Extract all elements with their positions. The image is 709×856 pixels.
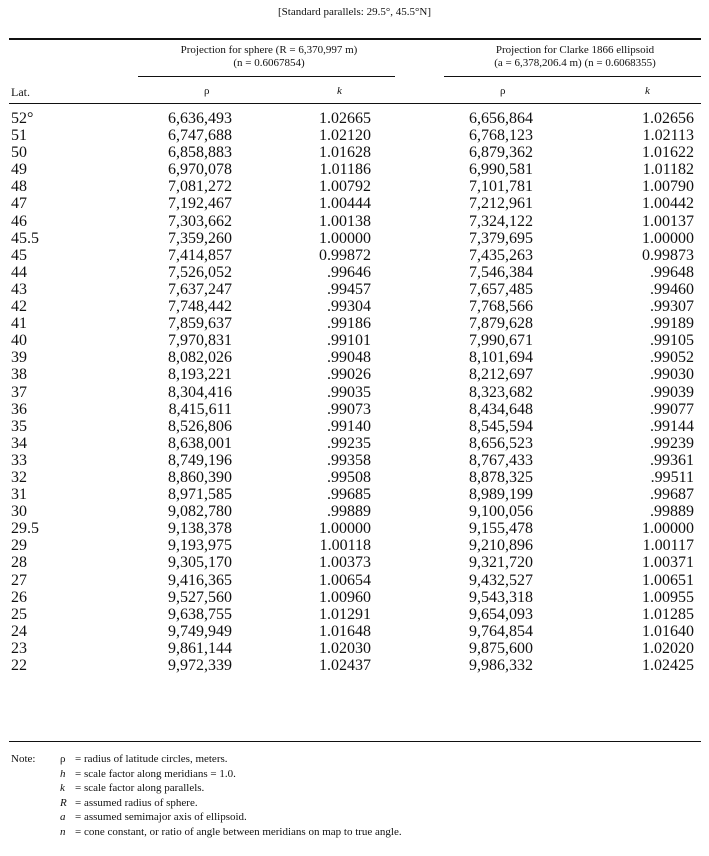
- ellipsoid-rho-cell: 7,768,566: [469, 298, 533, 316]
- ellipsoid-rho-cell: 6,990,581: [469, 161, 533, 179]
- ellipsoid-rho-cell: 8,212,697: [469, 366, 533, 384]
- ellipsoid-k-cell: 1.02425: [642, 657, 694, 674]
- sphere-k-cell: .99026: [327, 366, 371, 384]
- table-row: [0, 178, 709, 195]
- sphere-rho-cell: 7,081,272: [168, 178, 232, 196]
- table-row: [0, 640, 709, 657]
- note-text: = scale factor along meridians = 1.0.: [75, 767, 236, 780]
- sphere-rho-cell: 8,193,221: [168, 366, 232, 384]
- sphere-k-cell: 1.00960: [319, 588, 371, 606]
- note-text: = assumed radius of sphere.: [75, 796, 198, 809]
- sphere-rho-cell: 8,638,001: [168, 434, 232, 452]
- sphere-subtitle: (n = 0.6067854): [233, 57, 305, 69]
- ellipsoid-rho-cell: 7,657,485: [469, 280, 533, 298]
- table-row: [0, 247, 709, 264]
- sphere-k-cell: .99685: [327, 486, 371, 504]
- note-symbol: ρ: [60, 753, 66, 765]
- sphere-rho-cell: 7,526,052: [168, 263, 232, 281]
- sphere-rho-header: ρ: [204, 85, 210, 97]
- lat-cell: 26: [11, 588, 27, 606]
- ellipsoid-k-cell: 1.00000: [642, 229, 694, 247]
- ellipsoid-k-cell: .99039: [650, 383, 694, 401]
- sphere-rho-cell: 9,416,365: [168, 571, 232, 589]
- ellipsoid-k-cell: .99239: [650, 434, 694, 452]
- ellipsoid-rho-cell: 8,656,523: [469, 434, 533, 452]
- sphere-k-cell: .99235: [327, 434, 371, 452]
- ellipsoid-rho-cell: 6,768,123: [469, 127, 533, 145]
- lat-cell: 42: [11, 298, 27, 316]
- ellipsoid-k-cell: 1.01182: [642, 161, 694, 179]
- table-row: [0, 195, 709, 212]
- ellipsoid-rho-cell: 8,434,648: [469, 400, 533, 418]
- ellipsoid-k-cell: .99460: [650, 280, 694, 298]
- sphere-rho-cell: 9,082,780: [168, 503, 232, 521]
- lat-cell: 33: [11, 451, 27, 469]
- ellipsoid-rho-cell: 7,212,961: [469, 195, 533, 213]
- ellipsoid-k-cell: 1.00955: [642, 588, 694, 606]
- sphere-rho-cell: 9,972,339: [168, 657, 232, 674]
- lat-cell: 45: [11, 246, 27, 264]
- ellipsoid-k-cell: .99189: [650, 315, 694, 333]
- lat-cell: 47: [11, 195, 27, 213]
- table-row: [0, 554, 709, 571]
- lat-cell: 25: [11, 605, 27, 623]
- ellipsoid-group-rule: [444, 76, 701, 77]
- ellipsoid-k-cell: 1.00137: [642, 212, 694, 230]
- ellipsoid-rho-cell: 8,101,694: [469, 349, 533, 367]
- sphere-k-cell: 1.00118: [319, 537, 371, 555]
- lat-cell: 27: [11, 571, 27, 589]
- table-row: [0, 589, 709, 606]
- ellipsoid-k-cell: .99889: [650, 503, 694, 521]
- sphere-rho-cell: 7,748,442: [168, 298, 232, 316]
- ellipsoid-k-cell: .99648: [650, 263, 694, 281]
- table-row: [0, 452, 709, 469]
- lat-cell: 52°: [11, 110, 34, 127]
- ellipsoid-rho-cell: 7,546,384: [469, 263, 533, 281]
- lat-cell: 34: [11, 434, 27, 452]
- sphere-k-cell: .99889: [327, 503, 371, 521]
- sphere-rho-cell: 8,082,026: [168, 349, 232, 367]
- ellipsoid-rho-cell: 9,654,093: [469, 605, 533, 623]
- note-text: = assumed semimajor axis of ellipsoid.: [75, 811, 247, 823]
- ellipsoid-k-cell: 1.00000: [642, 520, 694, 538]
- note-text: = radius of latitude circles, meters.: [75, 753, 228, 765]
- note-text: = cone constant, or ratio of angle between meridians on map to true angle.: [75, 825, 402, 838]
- ellipsoid-k-cell: .99052: [650, 349, 694, 367]
- table-row: [0, 110, 709, 127]
- lat-cell: 35: [11, 417, 27, 435]
- sphere-rho-cell: 7,637,247: [168, 280, 232, 298]
- ellipsoid-k-cell: .99144: [650, 417, 694, 435]
- ellipsoid-rho-cell: 6,656,864: [469, 110, 533, 127]
- sphere-rho-cell: 8,415,611: [168, 400, 232, 418]
- table-row: [0, 606, 709, 623]
- ellipsoid-k-cell: .99030: [650, 366, 694, 384]
- sphere-k-cell: .99073: [327, 400, 371, 418]
- sphere-k-cell: .99101: [327, 332, 371, 350]
- ellipsoid-k-cell: .99687: [650, 486, 694, 504]
- sphere-rho-cell: 9,193,975: [168, 537, 232, 555]
- sphere-k-cell: 1.00000: [319, 229, 371, 247]
- sphere-rho-cell: 9,527,560: [168, 588, 232, 606]
- ellipsoid-rho-cell: 9,210,896: [469, 537, 533, 555]
- ellipsoid-k-cell: 1.01285: [642, 605, 694, 623]
- table-row: [0, 264, 709, 281]
- ellipsoid-k-header: k: [645, 85, 650, 97]
- table-row: [0, 144, 709, 161]
- lat-cell: 31: [11, 486, 27, 504]
- sphere-rho-cell: 7,414,857: [168, 246, 232, 264]
- sphere-rho-cell: 7,192,467: [168, 195, 232, 213]
- lat-cell: 23: [11, 639, 27, 657]
- ellipsoid-k-cell: 1.01640: [642, 622, 694, 640]
- sphere-rho-cell: 9,638,755: [168, 605, 232, 623]
- table-row: [0, 127, 709, 144]
- table-row: [0, 418, 709, 435]
- table-row: [0, 366, 709, 383]
- ellipsoid-rho-cell: 8,878,325: [469, 468, 533, 486]
- table-row: [0, 281, 709, 298]
- table-row: [0, 520, 709, 537]
- ellipsoid-title: Projection for Clarke 1866 ellipsoid: [495, 44, 655, 56]
- table-row: [0, 230, 709, 247]
- ellipsoid-rho-cell: 8,989,199: [469, 486, 533, 504]
- sphere-rho-cell: 7,303,662: [168, 212, 232, 230]
- table-row: [0, 435, 709, 452]
- table-row: [0, 572, 709, 589]
- ellipsoid-k-cell: .99077: [650, 400, 694, 418]
- sphere-k-cell: 0.99872: [319, 246, 371, 264]
- ellipsoid-rho-cell: 9,100,056: [469, 503, 533, 521]
- sphere-k-cell: 1.01628: [319, 144, 371, 162]
- ellipsoid-k-cell: 1.00651: [642, 571, 694, 589]
- ellipsoid-rho-cell: 7,324,122: [469, 212, 533, 230]
- sphere-k-cell: 1.01291: [319, 605, 371, 623]
- sphere-k-cell: .99140: [327, 417, 371, 435]
- lat-cell: 48: [11, 178, 27, 196]
- lat-cell: 51: [11, 127, 27, 145]
- ellipsoid-group-header: [444, 44, 706, 70]
- lat-cell: 44: [11, 263, 27, 281]
- ellipsoid-rho-cell: 7,990,671: [469, 332, 533, 350]
- ellipsoid-rho-cell: 6,879,362: [469, 144, 533, 162]
- table-row: [0, 657, 709, 674]
- ellipsoid-rho-cell: 9,764,854: [469, 622, 533, 640]
- lat-cell: 36: [11, 400, 27, 418]
- sphere-k-cell: .99186: [327, 315, 371, 333]
- sphere-rho-cell: 8,749,196: [168, 451, 232, 469]
- ellipsoid-k-cell: 1.00442: [642, 195, 694, 213]
- ellipsoid-rho-cell: 7,879,628: [469, 315, 533, 333]
- sphere-group-rule: [138, 76, 395, 77]
- ellipsoid-k-cell: .99361: [650, 451, 694, 469]
- sphere-rho-cell: 8,526,806: [168, 417, 232, 435]
- note-symbol: n: [60, 825, 66, 838]
- bottom-rule: [9, 741, 701, 742]
- ellipsoid-k-cell: 1.02020: [642, 639, 694, 657]
- note-label: Note:: [11, 753, 36, 765]
- ellipsoid-k-cell: 1.00371: [642, 554, 694, 572]
- table-row: [0, 298, 709, 315]
- lat-cell: 37: [11, 383, 27, 401]
- sphere-k-cell: 1.00444: [319, 195, 371, 213]
- lat-cell: 24: [11, 622, 27, 640]
- note-symbol: k: [60, 782, 65, 794]
- sphere-k-cell: .99646: [327, 263, 371, 281]
- lat-cell: 40: [11, 332, 27, 350]
- sphere-k-cell: 1.00373: [319, 554, 371, 572]
- table-row: [0, 349, 709, 366]
- ellipsoid-k-cell: 1.00117: [642, 537, 694, 555]
- lat-cell: 28: [11, 554, 27, 572]
- sphere-rho-cell: 7,359,260: [168, 229, 232, 247]
- ellipsoid-rho-cell: 8,767,433: [469, 451, 533, 469]
- lat-cell: 29: [11, 537, 27, 555]
- ellipsoid-k-cell: 1.02656: [642, 110, 694, 127]
- ellipsoid-rho-cell: 9,155,478: [469, 520, 533, 538]
- sphere-rho-cell: 9,749,949: [168, 622, 232, 640]
- sphere-rho-cell: 9,138,378: [168, 520, 232, 538]
- lat-cell: 29.5: [11, 520, 39, 538]
- note-symbol: h: [60, 767, 66, 780]
- sphere-rho-cell: 7,970,831: [168, 332, 232, 350]
- ellipsoid-rho-cell: 9,321,720: [469, 554, 533, 572]
- ellipsoid-rho-cell: 9,543,318: [469, 588, 533, 606]
- sphere-k-cell: 1.01648: [319, 622, 371, 640]
- top-rule: [9, 38, 701, 40]
- table-body: [0, 110, 709, 674]
- ellipsoid-k-cell: .99307: [650, 298, 694, 316]
- ellipsoid-k-cell: 1.00790: [642, 178, 694, 196]
- sphere-rho-cell: 6,636,493: [168, 110, 232, 127]
- ellipsoid-k-cell: .99105: [650, 332, 694, 350]
- sphere-rho-cell: 8,860,390: [168, 468, 232, 486]
- ellipsoid-rho-cell: 9,986,332: [469, 657, 533, 674]
- ellipsoid-subtitle: (a = 6,378,206.4 m) (n = 0.6068355): [494, 57, 656, 69]
- sphere-k-cell: .99508: [327, 468, 371, 486]
- ellipsoid-rho-cell: 9,875,600: [469, 639, 533, 657]
- table-caption: [Standard parallels: 29.5°, 45.5°N]: [278, 6, 431, 18]
- sphere-k-cell: 1.00654: [319, 571, 371, 589]
- table-row: [0, 401, 709, 418]
- sphere-rho-cell: 6,970,078: [168, 161, 232, 179]
- table-row: [0, 161, 709, 178]
- table-row: [0, 503, 709, 520]
- sphere-rho-cell: 8,971,585: [168, 486, 232, 504]
- table-row: [0, 332, 709, 349]
- sphere-k-cell: 1.00000: [319, 520, 371, 538]
- table-row: [0, 213, 709, 230]
- ellipsoid-k-cell: 0.99873: [642, 246, 694, 264]
- ellipsoid-rho-cell: 8,545,594: [469, 417, 533, 435]
- lat-cell: 50: [11, 144, 27, 162]
- ellipsoid-rho-cell: 8,323,682: [469, 383, 533, 401]
- sphere-k-cell: 1.02030: [319, 639, 371, 657]
- table-row: [0, 486, 709, 503]
- ellipsoid-k-cell: 1.02113: [642, 127, 694, 145]
- sphere-k-cell: 1.00792: [319, 178, 371, 196]
- sphere-rho-cell: 7,859,637: [168, 315, 232, 333]
- ellipsoid-rho-header: ρ: [500, 85, 506, 97]
- ellipsoid-k-cell: 1.01622: [642, 144, 694, 162]
- header-rule: [9, 103, 701, 104]
- sphere-k-cell: .99048: [327, 349, 371, 367]
- sphere-k-cell: 1.01186: [319, 161, 371, 179]
- sphere-k-cell: 1.00138: [319, 212, 371, 230]
- sphere-title: Projection for sphere (R = 6,370,997 m): [180, 44, 358, 56]
- lat-cell: 30: [11, 503, 27, 521]
- sphere-k-cell: 1.02120: [319, 127, 371, 145]
- sphere-group-header: [138, 44, 400, 70]
- lat-cell: 45.5: [11, 229, 39, 247]
- sphere-k-cell: .99304: [327, 298, 371, 316]
- sphere-k-cell: .99358: [327, 451, 371, 469]
- lat-cell: 39: [11, 349, 27, 367]
- lat-cell: 46: [11, 212, 27, 230]
- sphere-rho-cell: 8,304,416: [168, 383, 232, 401]
- lat-cell: 41: [11, 315, 27, 333]
- sphere-k-cell: 1.02437: [319, 657, 371, 674]
- lat-cell: 32: [11, 468, 27, 486]
- lat-cell: 38: [11, 366, 27, 384]
- ellipsoid-rho-cell: 7,435,263: [469, 246, 533, 264]
- sphere-k-cell: .99457: [327, 280, 371, 298]
- ellipsoid-rho-cell: 7,101,781: [469, 178, 533, 196]
- lat-cell: 22: [11, 657, 27, 674]
- ellipsoid-rho-cell: 9,432,527: [469, 571, 533, 589]
- lat-header: Lat.: [11, 85, 30, 99]
- sphere-k-cell: 1.02665: [319, 110, 371, 127]
- sphere-k-header: k: [337, 85, 342, 97]
- lat-cell: 49: [11, 161, 27, 179]
- note-symbol: a: [60, 811, 66, 823]
- table-row: [0, 469, 709, 486]
- table-row: [0, 537, 709, 554]
- lat-cell: 43: [11, 280, 27, 298]
- table-row: [0, 384, 709, 401]
- sphere-rho-cell: 6,858,883: [168, 144, 232, 162]
- sphere-rho-cell: 6,747,688: [168, 127, 232, 145]
- table-row: [0, 623, 709, 640]
- note-symbol: R: [60, 796, 67, 809]
- ellipsoid-rho-cell: 7,379,695: [469, 229, 533, 247]
- sphere-rho-cell: 9,861,144: [168, 639, 232, 657]
- sphere-k-cell: .99035: [327, 383, 371, 401]
- ellipsoid-k-cell: .99511: [650, 468, 694, 486]
- sphere-rho-cell: 9,305,170: [168, 554, 232, 572]
- note-text: = scale factor along parallels.: [75, 782, 205, 794]
- table-row: [0, 315, 709, 332]
